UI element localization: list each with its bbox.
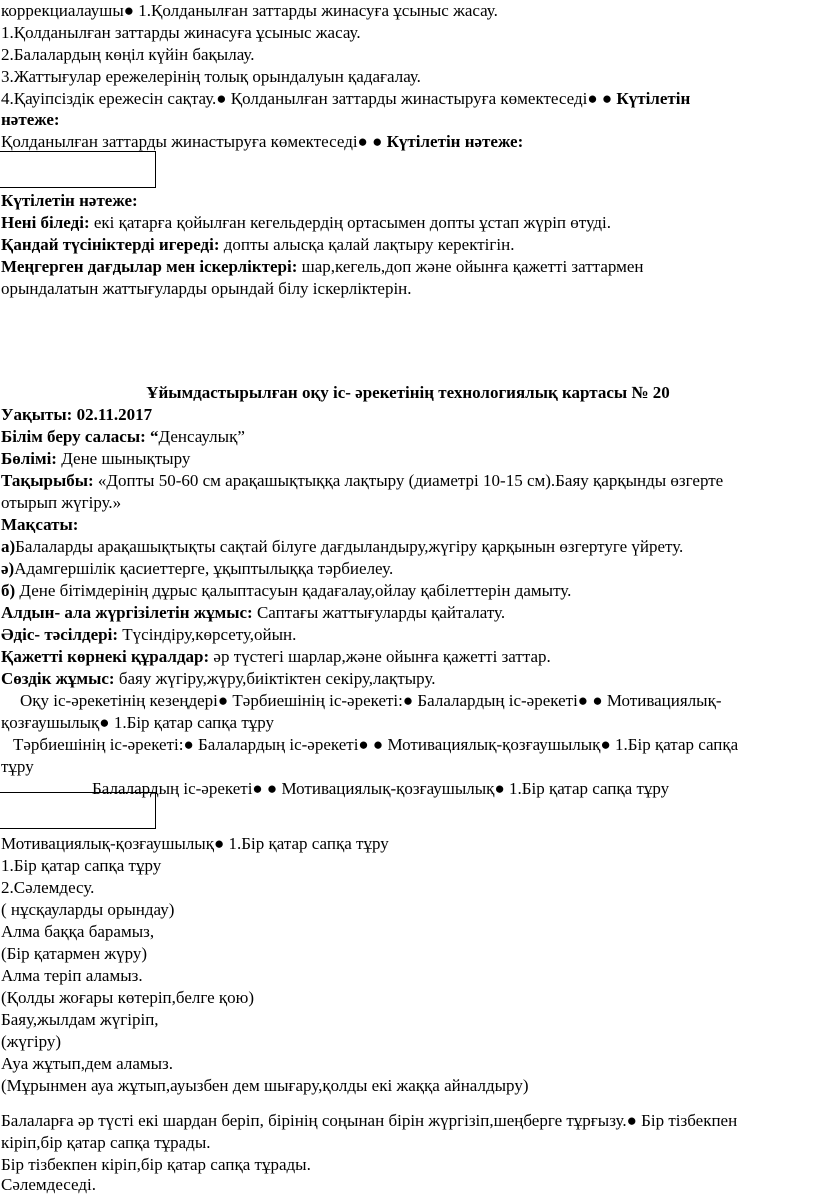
text-segment: баяу жүгіру,жүру,биіктіктен секіру,лақтыру. bbox=[114, 669, 436, 688]
text-line: кіріп,бір қатар сапқа тұрады. bbox=[1, 1133, 211, 1152]
label: Меңгерген дағдылар мен іскерліктері: bbox=[1, 257, 298, 276]
expected-result-heading: Күтілетін нәтеже: bbox=[386, 132, 524, 151]
label: Әдіс- тәсілдері: bbox=[1, 625, 119, 644]
label: Білім беру саласы: “ bbox=[1, 427, 159, 446]
text-segment: екі қатарға қойылған кегельдердің ортасымен допты ұстап жүріп өтуді. bbox=[89, 213, 612, 232]
label: а) bbox=[1, 537, 16, 556]
text-line bbox=[1, 646, 551, 667]
text-line bbox=[1, 131, 523, 152]
text-segment: 4.Қауіпсіздік ережесін сақтау.● Қолданылған заттарды жинастыруға көмектеседі● ● bbox=[1, 89, 617, 108]
text-line: 2.Сәлемдесу. bbox=[1, 878, 95, 897]
text-segment: «Допты 50-60 см арақашықтыққа лақтыру (диаметрі 10-15 см).Баяу қарқынды өзгерте bbox=[93, 471, 724, 490]
text-segment: Қолданылған заттарды жинастыруға көмектеседі● ● bbox=[1, 132, 387, 151]
text-line: отырып жүгіру.» bbox=[1, 493, 122, 512]
text-line: 2.Балалардың көңіл күйін бақылау. bbox=[1, 45, 255, 64]
text-segment: Дене бітімдерінің дұрыс қалыптасуын қадағалау,ойлау қабілеттерін дамыту. bbox=[15, 581, 572, 600]
text-line: Мотивациялық-қозғаушылық● 1.Бір қатар сапқа тұру bbox=[1, 834, 389, 853]
empty-table-cell bbox=[0, 151, 156, 188]
text-line: коррекциалаушы● 1.Қолданылған заттарды жинасуға ұсыныс жасау. bbox=[1, 1, 498, 20]
text-segment: допты алысқа қалай лақтыру керектігін. bbox=[219, 235, 515, 254]
text-line bbox=[1, 536, 683, 557]
text-line bbox=[1, 558, 393, 579]
label: Қажетті көрнекі құралдар: bbox=[1, 647, 210, 666]
expected-result-heading: Күтілетін bbox=[616, 89, 691, 108]
text-line bbox=[1, 580, 571, 601]
text-line: Балаларға әр түсті екі шардан беріп, бірінің соңынан бірін жүргізіп,шеңберге тұрғызу.● Бір тізбекпен bbox=[1, 1111, 738, 1130]
text-line bbox=[1, 602, 505, 623]
text-line bbox=[1, 256, 644, 277]
text-segment: шар,кегель,доп және ойынға қажетті заттармен bbox=[297, 257, 644, 276]
text-line: (Мұрынмен ауа жұтып,ауызбен дем шығару,қолды екі жаққа айналдыру) bbox=[1, 1076, 529, 1095]
text-line: Оқу іс-әрекетінің кезеңдері● Тәрбиешінің іс-әрекеті:● Балалардың іс-әрекеті● ● Мотивациялық- bbox=[20, 691, 722, 710]
label: Бөлімі: bbox=[1, 449, 57, 468]
document-title: Ұйымдастырылған оқу іс- әрекетінің технологиялық картасы № 20 bbox=[146, 383, 670, 402]
section-heading: Мақсаты: bbox=[1, 515, 79, 534]
expected-result-heading: Күтілетін нәтеже: bbox=[1, 191, 138, 210]
text-segment: Балаларды арақашықтықты сақтай білуге дағдыландыру,жүгіру қарқынын өзгертуге үйрету. bbox=[15, 537, 684, 556]
label: Алдын- ала жүргізілетін жұмыс: bbox=[1, 603, 253, 622]
text-line bbox=[1, 470, 723, 491]
label: Қандай түсініктерді игереді: bbox=[1, 235, 220, 254]
text-segment: Саптағы жаттығуларды қайталату. bbox=[252, 603, 506, 622]
text-line: Тәрбиешінің іс-әрекеті:● Балалардың іс-әрекеті● ● Мотивациялық-қозғаушылық● 1.Бір қатар сапқа bbox=[13, 735, 739, 754]
text-line bbox=[1, 448, 190, 469]
text-segment: Адамгершілік қасиеттерге, ұқыптылыққа тәрбиелеу. bbox=[14, 559, 394, 578]
date-line: Уақыты: 02.11.2017 bbox=[1, 405, 153, 424]
text-line: Ауа жұтып,дем аламыз. bbox=[1, 1054, 174, 1073]
text-line: Алма теріп аламыз. bbox=[1, 966, 143, 985]
text-line: Алма баққа барамыз, bbox=[1, 922, 155, 941]
label: Сөздік жұмыс: bbox=[1, 669, 115, 688]
text-line: Бір тізбекпен кіріп,бір қатар сапқа тұрады. bbox=[1, 1155, 311, 1174]
expected-result-heading: нәтеже: bbox=[1, 110, 60, 129]
text-line: Баяу,жылдам жүгіріп, bbox=[1, 1010, 159, 1029]
text-segment: әр түстегі шарлар,және ойынға қажетті заттар. bbox=[209, 647, 551, 666]
label: б) bbox=[1, 581, 16, 600]
text-line bbox=[1, 234, 514, 255]
text-line: (Қолды жоғары көтеріп,белге қою) bbox=[1, 988, 255, 1007]
text-line bbox=[1, 624, 296, 645]
text-segment: Түсіндіру,көрсету,ойын. bbox=[118, 625, 297, 644]
text-line bbox=[1, 88, 690, 109]
text-line: Сәлемдеседі. bbox=[1, 1175, 96, 1194]
text-line bbox=[1, 426, 245, 447]
text-line bbox=[1, 212, 611, 233]
label: Нені біледі: bbox=[1, 213, 90, 232]
text-line: қозғаушылық● 1.Бір қатар сапқа тұру bbox=[1, 713, 275, 732]
text-line: 3.Жаттығулар ережелерінің толық орындалуын қадағалау. bbox=[1, 67, 421, 86]
text-line: Балалардың іс-әрекеті● ● Мотивациялық-қозғаушылық● 1.Бір қатар сапқа тұру bbox=[92, 779, 670, 798]
label: ә) bbox=[1, 559, 15, 578]
text-line: 1.Бір қатар сапқа тұру bbox=[1, 856, 162, 875]
empty-table-cell bbox=[0, 792, 156, 829]
text-segment: Дене шынықтыру bbox=[56, 449, 191, 468]
text-line: тұру bbox=[1, 757, 34, 776]
text-line: 1.Қолданылған заттарды жинасуға ұсыныс жасау. bbox=[1, 23, 361, 42]
text-line: (жүгіру) bbox=[1, 1032, 62, 1051]
text-line: ( нұсқауларды орындау) bbox=[1, 900, 175, 919]
text-line: (Бір қатармен жүру) bbox=[1, 944, 148, 963]
text-line: орындалатын жаттығуларды орындай білу іскерліктерін. bbox=[1, 279, 412, 298]
text-segment: Денсаулық” bbox=[158, 427, 245, 446]
text-line bbox=[1, 668, 436, 689]
label: Тақырыбы: bbox=[1, 471, 94, 490]
